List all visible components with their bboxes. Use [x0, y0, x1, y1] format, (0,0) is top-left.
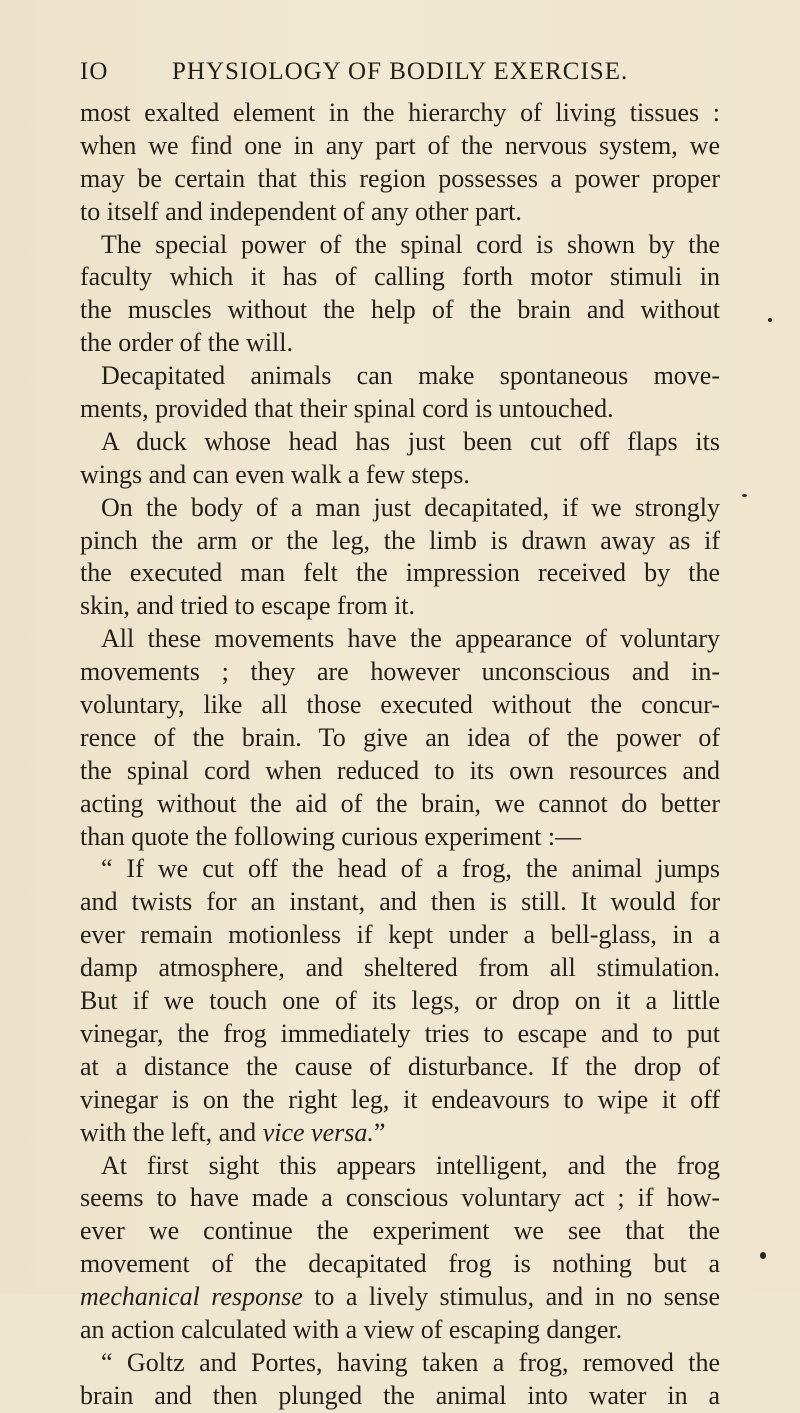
text-line: Decapitated animals can make spontaneous move- — [101, 361, 720, 391]
text-line: than quote the following curious experiment :— — [80, 821, 582, 851]
italic-text: vice versa. — [262, 1117, 374, 1147]
italic-text: mechanical response — [80, 1282, 303, 1312]
text-line: movements ; they are however unconscious and in- — [80, 657, 720, 687]
text-line: the muscles without the help of the brain and without — [80, 295, 720, 325]
ink-speck — [760, 1252, 766, 1259]
text-line: most exalted element in the hierarchy of living tissues : — [80, 98, 720, 127]
text-line: and twists for an instant, and then is still. It would for — [80, 887, 720, 917]
text-run: ” — [373, 1117, 386, 1147]
text-line: ever we continue the experiment we see that the — [80, 1216, 720, 1246]
text-line: On the body of a man just decapitated, if we strongly — [101, 492, 720, 522]
text-line: skin, and tried to escape from it. — [80, 591, 416, 621]
text-line: vinegar is on the right leg, it endeavours to wipe it off — [80, 1084, 720, 1114]
text-line: pinch the arm or the leg, the limb is drawn away as if — [80, 525, 720, 555]
text-line: The special power of the spinal cord is shown by the — [101, 229, 720, 259]
body-text — [80, 97, 720, 1413]
text-line: to itself and independent of any other part. — [80, 196, 522, 226]
text-run: to a lively stimulus, and in no sense — [302, 1282, 720, 1312]
running-head: PHYSIOLOGY OF BODILY EXERCISE. — [172, 58, 629, 85]
ink-speck — [742, 494, 747, 497]
text-line: the order of the will. — [80, 328, 293, 358]
text-line: damp atmosphere, and sheltered from all stimulation. — [80, 953, 720, 983]
text-line: when we find one in any part of the nervous system, we — [80, 130, 720, 160]
text-line: rence of the brain. To give an idea of the power of — [80, 722, 720, 752]
text-line: “ If we cut off the head of a frog, the animal jumps — [101, 854, 720, 884]
text-line: brain and then plunged the animal into water in a — [80, 1380, 720, 1410]
page-number: IO — [80, 58, 109, 85]
text-line: acting without the aid of the brain, we cannot do better — [80, 788, 720, 818]
text-line: All these movements have the appearance of voluntary — [101, 624, 720, 654]
page-header — [80, 58, 724, 94]
text-line: ever remain motionless if kept under a bell-glass, in a — [80, 920, 720, 950]
text-line: faculty which it has of calling forth motor stimuli in — [80, 262, 720, 292]
text-line: may be certain that this region possesses a power proper — [80, 163, 720, 193]
text-line: movement of the decapitated frog is nothing but a — [80, 1249, 720, 1279]
text-run: with the left, and — [80, 1117, 263, 1147]
text-line — [80, 1117, 720, 1150]
text-line: vinegar, the frog immediately tries to escape and to put — [80, 1018, 720, 1048]
text-line: voluntary, like all those executed without the concur- — [80, 690, 720, 720]
ink-speck — [768, 318, 772, 322]
text-line: the executed man felt the impression received by the — [80, 558, 720, 588]
text-line: But if we touch one of its legs, or drop on it a little — [80, 986, 720, 1016]
text-line: ments, provided that their spinal cord is untouched. — [80, 394, 614, 424]
text-line: an action calculated with a view of escaping danger. — [80, 1314, 623, 1344]
text-line — [80, 1281, 720, 1314]
text-line: at a distance the cause of disturbance. If the drop of — [80, 1051, 720, 1081]
text-line: the spinal cord when reduced to its own resources and — [80, 755, 720, 785]
text-line: wings and can even walk a few steps. — [80, 459, 470, 489]
text-line: “ Goltz and Portes, having taken a frog, removed the — [101, 1347, 720, 1377]
text-line: At first sight this appears intelligent, and the frog — [101, 1150, 720, 1180]
text-line: seems to have made a conscious voluntary act ; if how- — [80, 1183, 720, 1213]
text-line: A duck whose head has just been cut off flaps its — [101, 426, 720, 456]
